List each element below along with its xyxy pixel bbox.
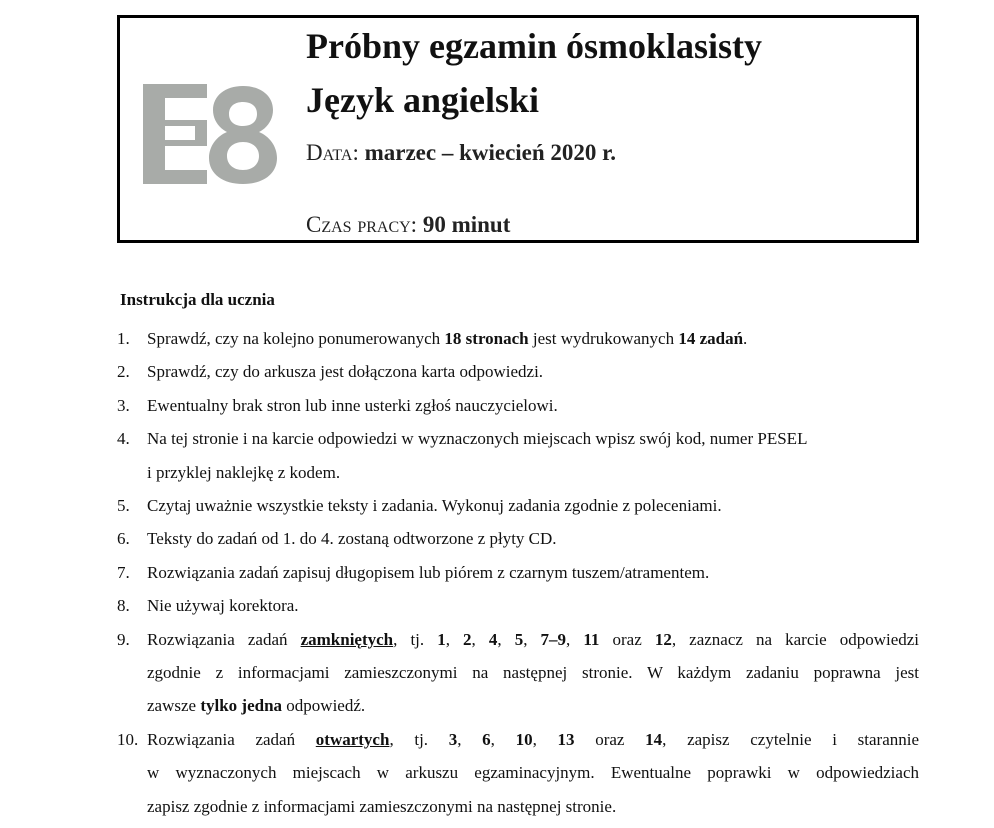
closed-tasks-term: zamkniętych [300,629,394,649]
list-item: 3. Ewentualny brak stron lub inne usterki zgłoś nauczycielowi. [117,395,558,415]
instructions-list [117,322,919,823]
time-label: Czas pracy: [306,212,418,237]
list-item: 10. Rozwiązania zadań otwartych, tj. 3, 6, 10, 13 oraz 14, zapisz czytelnie i starannie w wyznaczonych miejscach w arkuszu egzaminacyjnym. Ewentualne poprawki w odpowiedziach zapisz zgodnie z informacjami zamieszczonymi na następnej stronie. [117,729,920,816]
list-item: 4. Na tej stronie i na karcie odpowiedzi w wyznaczonych miejscach wpisz swój kod, numer PESEL i przyklej naklejkę z kodem. [117,429,808,482]
exam-title: Próbny egzamin ósmoklasisty [306,26,763,66]
exam-time-row [306,212,510,238]
list-item: 9. Rozwiązania zadań zamkniętych, tj. 1, 2, 4, 5, 7–9, 11 oraz 12, zaznacz na karcie odpowiedzi zgodnie z informacjami zamieszczonymi na następnej stronie. W każdym zadaniu poprawna jest zawsze tylko jedna odpowiedź. [117,629,920,716]
list-item: 7. Rozwiązania zadań zapisuj długopisem lub piórem z czarnym tuszem/atramentem. [117,562,710,582]
list-item: 1. Sprawdź, czy na kolejno ponumerowanych 18 stronach jest wydrukowanych 14 zadań. [117,329,748,348]
e8-logo [143,84,279,184]
list-item: 8. Nie używaj korektora. [117,596,299,616]
date-label: Data: [306,140,359,165]
open-tasks-term: otwartych [315,729,390,749]
time-value: 90 minut [422,212,511,237]
instructions-heading: Instrukcja dla ucznia [120,290,275,309]
exam-header-box [117,15,919,243]
exam-date-row [306,140,616,166]
list-item: 5. Czytaj uważnie wszystkie teksty i zadania. Wykonuj zadania zgodnie z poleceniami. [117,496,722,516]
list-item: 6. Teksty do zadań od 1. do 4. zostaną odtworzone z płyty CD. [117,529,557,549]
date-value: marzec – kwiecień 2020 r. [364,140,617,165]
exam-subject: Język angielski [306,80,540,120]
list-item: 2. Sprawdź, czy do arkusza jest dołączona karta odpowiedzi. [117,362,544,382]
